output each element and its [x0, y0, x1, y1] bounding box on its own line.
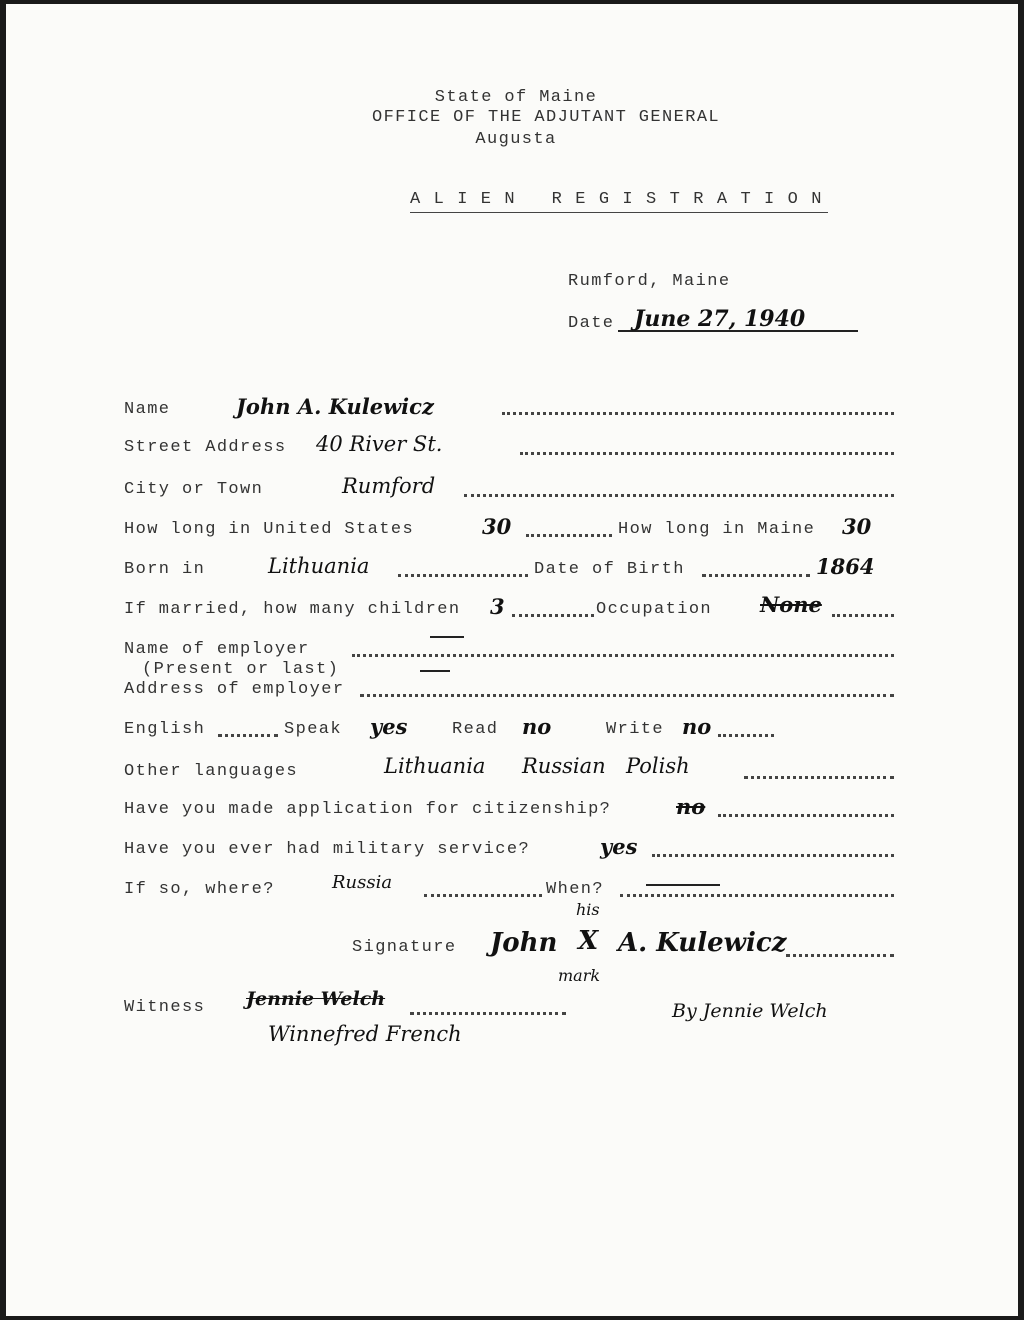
signature-mark: X: [578, 926, 599, 956]
military-label: Have you ever had military service?: [124, 840, 531, 859]
read-label: Read: [452, 720, 499, 739]
name-dots: [502, 412, 894, 415]
speak-label: Speak: [284, 720, 343, 739]
born-label: Born in: [124, 560, 206, 579]
military-value: yes: [600, 834, 638, 859]
witness-struck: Jennie Welch: [246, 988, 386, 1010]
witness-label: Witness: [124, 998, 206, 1017]
employer-address-dots: [360, 694, 894, 697]
signature-mark-word: mark: [558, 966, 601, 985]
registration-form-page: [6, 4, 1018, 1316]
citizenship-label: Have you made application for citizenship?: [124, 800, 612, 819]
where-label: If so, where?: [124, 880, 275, 899]
employer-sub-dash: [420, 670, 450, 672]
witness-name: Winnefred French: [268, 1022, 462, 1046]
when-dash: [646, 884, 720, 886]
dob-value: 1864: [816, 554, 875, 579]
write-label: Write: [606, 720, 665, 739]
maine-label: How long in Maine: [618, 520, 816, 539]
header-state: State of Maine: [434, 88, 598, 107]
name-label: Name: [124, 400, 171, 419]
employer-label: Name of employer: [124, 640, 310, 659]
born-dots: [398, 574, 528, 577]
children-value: 3: [490, 594, 505, 619]
write-value: no: [682, 714, 712, 739]
other-lang-label: Other languages: [124, 762, 299, 781]
city-dots: [464, 494, 894, 497]
military-dots: [652, 854, 894, 857]
witness-dots: [410, 1012, 566, 1015]
header-office: OFFICE OF THE ADJUTANT GENERAL: [371, 108, 721, 127]
born-value: Lithuania: [268, 554, 370, 578]
dob-dots: [702, 574, 810, 577]
signature-his: his: [576, 900, 600, 919]
street-value: 40 River St.: [316, 432, 443, 456]
signature-first: John: [490, 928, 558, 958]
witness-by-note: By Jennie Welch: [672, 1000, 828, 1022]
lang-dots: [744, 776, 894, 779]
english-dots: [218, 734, 278, 737]
citizenship-dots: [718, 814, 894, 817]
where-dots: [424, 894, 542, 897]
date-value: June 27, 1940: [634, 306, 806, 332]
employer-sub: (Present or last): [142, 660, 340, 679]
children-dots: [512, 614, 594, 617]
occupation-dots: [832, 614, 894, 617]
lang-3: Polish: [626, 754, 690, 778]
lang-1: Lithuania: [384, 754, 486, 778]
occupation-label: Occupation: [596, 600, 713, 619]
date-label: Date: [568, 314, 615, 333]
occupation-value: None: [760, 592, 822, 617]
city-value: Rumford: [342, 474, 436, 498]
where-value: Russia: [332, 872, 393, 893]
place: Rumford, Maine: [568, 272, 731, 291]
when-label: When?: [546, 880, 605, 899]
write-dots: [718, 734, 774, 737]
read-value: no: [522, 714, 552, 739]
header-city: Augusta: [475, 130, 557, 149]
us-dots: [526, 534, 612, 537]
citizenship-value: no: [676, 794, 706, 819]
employer-address-label: Address of employer: [124, 680, 345, 699]
name-value: John A. Kulewicz: [236, 394, 434, 419]
signature-label: Signature: [352, 938, 457, 957]
employer-dots: [352, 654, 894, 657]
street-label: Street Address: [124, 438, 287, 457]
maine-value: 30: [842, 514, 872, 539]
dob-label: Date of Birth: [534, 560, 685, 579]
signature-rest: A. Kulewicz: [618, 928, 787, 958]
employer-dash: [430, 636, 464, 638]
form-title-underline: [410, 212, 828, 213]
signature-dots: [786, 954, 894, 957]
us-label: How long in United States: [124, 520, 415, 539]
us-value: 30: [482, 514, 512, 539]
form-title: A L I E N R E G I S T R A T I O N: [410, 190, 824, 209]
when-dots: [620, 894, 894, 897]
children-label: If married, how many children: [124, 600, 461, 619]
lang-2: Russian: [522, 754, 606, 778]
english-label: English: [124, 720, 206, 739]
speak-value: yes: [370, 714, 408, 739]
city-label: City or Town: [124, 480, 264, 499]
street-dots: [520, 452, 894, 455]
